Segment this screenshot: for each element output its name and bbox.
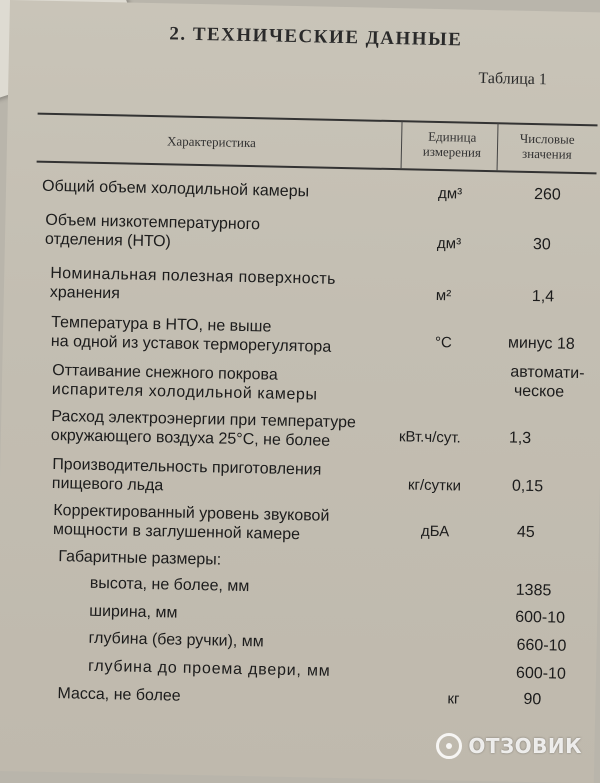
row-characteristic: Оттаивание снежного покрова [52, 361, 278, 384]
row-characteristic: хранения [49, 283, 121, 303]
section-title: 2. ТЕХНИЧЕСКИЕ ДАННЫЕ [169, 23, 463, 51]
row-unit: м² [435, 286, 452, 305]
row-characteristic: Общий объем холодильной камеры [41, 177, 310, 201]
row-characteristic: глубина (без ручки), мм [88, 629, 264, 651]
row-value: 600-10 [515, 608, 566, 627]
row-characteristic: Производительность приготовления [52, 455, 322, 479]
row-characteristic: пищевого льда [51, 474, 164, 495]
row-value: 0,15 [511, 477, 544, 496]
site-watermark [436, 733, 582, 759]
header-divider-2 [497, 123, 499, 170]
row-value: 1,3 [508, 429, 532, 448]
header-unit-line1: Единица [428, 128, 477, 145]
row-characteristic: Масса, не более [57, 685, 181, 705]
row-value: 30 [532, 236, 551, 254]
row-unit: дБА [420, 522, 450, 541]
row-value: 90 [523, 690, 542, 709]
row-unit: дм³ [437, 185, 463, 203]
watermark-text: ОТЗОВИК [468, 734, 582, 758]
table-label: Таблица 1 [478, 69, 548, 89]
row-characteristic: Температура в НТО, не выше [51, 313, 272, 336]
row-value: 1385 [515, 581, 552, 600]
row-characteristic: отделения (НТО) [44, 230, 172, 251]
row-value: 45 [516, 523, 535, 542]
table-header-rule [37, 161, 597, 175]
header-unit-line2: измерения [422, 143, 482, 160]
header-characteristic: Характеристика [166, 133, 257, 151]
header-unit [412, 128, 493, 160]
table-top-rule [38, 113, 598, 127]
row-unit: кг [447, 690, 460, 708]
row-characteristic: мощности в заглушенной камере [52, 521, 301, 544]
header-value-line1: Числовые [519, 130, 575, 147]
header-divider-1 [401, 121, 403, 168]
row-characteristic: испарителя холодильной камеры [51, 380, 318, 404]
row-characteristic: окружающего воздуха 25°С, не более [50, 426, 331, 450]
row-characteristic: глубина до проема двери, мм [87, 657, 331, 680]
row-value: 260 [533, 186, 561, 204]
row-characteristic: Корректированный уровень звуковой [53, 502, 330, 525]
row-characteristic: Номинальная полезная поверхность [50, 264, 337, 288]
row-unit: °С [434, 333, 452, 352]
row-value: автомати- [510, 363, 585, 383]
header-value [507, 130, 588, 162]
row-characteristic: высота, не более, мм [89, 574, 250, 596]
row-value: 1,4 [531, 287, 555, 306]
row-characteristic: Объем низкотемпературного [45, 211, 261, 234]
row-value: минус 18 [507, 334, 575, 353]
row-value: ческое [513, 382, 565, 401]
header-value-line2: значения [521, 145, 572, 162]
otzovik-logo-icon [436, 733, 462, 759]
row-characteristic: ширина, мм [89, 602, 178, 622]
dimensions-heading: Габаритные размеры: [58, 548, 222, 569]
row-characteristic: Расход электроэнергии при температуре [51, 407, 357, 432]
row-unit: кг/сутки [407, 476, 462, 495]
row-value: 600-10 [515, 664, 567, 683]
row-characteristic: на одной из уставок терморегулятора [50, 332, 332, 356]
row-unit: кВт.ч/сут. [398, 428, 461, 447]
row-value: 660-10 [516, 636, 567, 655]
row-unit: дм³ [436, 234, 462, 253]
